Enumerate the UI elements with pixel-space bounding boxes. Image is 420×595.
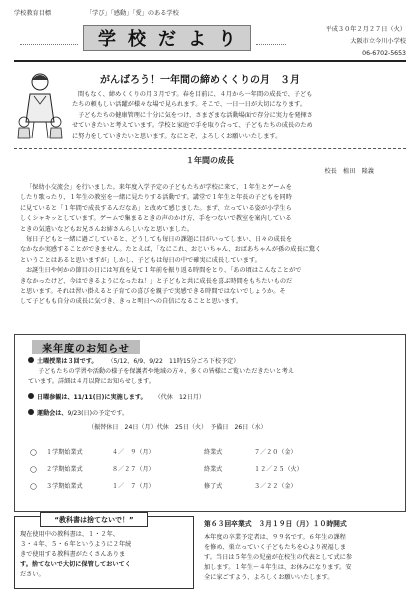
title-flourish-left: [20, 30, 78, 45]
intro-line: 間もなく、締めくくりの月３月です。春を目前に、４月から一年間の成長で、子ども: [78, 91, 313, 98]
notice-item: [28, 393, 400, 403]
essay-line: と思います。それは習い掛えると子育ての喜びを親子で実感できる時間ではないでしょうか。そ: [20, 288, 286, 296]
essay-line: きなかったけど、今はできるようになったね！」と子どもと共に成長を喜ぶ時間をもちたいものだ: [20, 277, 293, 285]
notice-item-label: 運動会は、: [37, 410, 68, 417]
title-char: よ: [188, 29, 206, 50]
notice-item-detail: （5/12、6/9、9/22 11時15分ごろ下校予定）: [107, 358, 240, 365]
essay-line: 「保幼小交流会」を行いました。来年度入学予定の子どもたちが学校に来て、１年生とゲームを: [26, 184, 292, 191]
notice-item: [28, 367, 400, 377]
essay-line: したり歌ったり、１年生の教室を一緒に見たりする活動です。講堂で１年生と年長の子どもを同時: [20, 194, 292, 202]
essay-line: ときの気遣いなどもお兄さんお姉さんらしいなと思いました。: [20, 225, 194, 233]
newsletter-title: [83, 25, 251, 51]
bullet-icon: [28, 357, 34, 363]
essay-line: なかなか実感することができません。たとえば、「なにこれ、おじいちゃん、おばあちゃんが孫の成長に驚く: [20, 246, 322, 254]
essay-line: して子どもも自分の成長に気づき、きっと明日への自信になることと思います。: [20, 298, 243, 306]
graduation-line: す。当日は５年生の児童が在校生の代表として式に参: [204, 554, 353, 561]
textbook-title: “教科書は捨てないで！”: [40, 512, 148, 527]
intro-line: たちの頼もしい活躍が様々な場で見られます。そこで、一日一日が大切になります。: [72, 101, 307, 109]
schedule-term: ２学期始業式: [46, 466, 83, 473]
issue-date: 平成３０年２月２７日（火）: [325, 26, 406, 33]
notice-item-detail: ています。詳細は４月以降にお知らせします。: [28, 378, 155, 385]
schedule-term: １学期始業式: [46, 449, 83, 456]
teacher-children-illustration: [16, 70, 64, 140]
intro-line: せていきたいと考えています。学校と家庭で手を取り合って、子どもたちの成長のため: [72, 122, 313, 130]
circle-icon: ◯: [30, 449, 37, 456]
essay-line: お誕生日や何かの節目の日には写真を見て１年前を振り返る時間をとり、「あの頃はこんなことがで: [26, 267, 302, 275]
schedule-row: [30, 461, 390, 478]
schedule-row: [30, 478, 390, 495]
textbook-line: ださい。: [20, 571, 45, 578]
notice-item-detail: 子どもたちの学習や活動の様子を保護者や地域の方々、多くの皆様にご覧いただきたいと考え: [38, 368, 294, 375]
title-flourish-right: [256, 30, 286, 45]
essay-line: しくシャキッとしています。ゲームで集まるときの声のかけ方、手をつないで教室を案内している: [20, 215, 292, 223]
intro-line: 子どもたちの健康管理に十分に気をつけ、さまざまな活動場面で存分に実力を発揮さ: [78, 111, 313, 119]
textbook-line: す。捨てないで大切に保管しておいてく: [20, 561, 131, 568]
textbook-line: 現在使用中の教科書は、１・２年、: [20, 531, 119, 538]
schedule-start: ８／２７（月）: [112, 466, 155, 473]
intro-line: に努力をしていきたいと思います。なにとぞ、よろしくお願いいたします。: [72, 132, 282, 140]
schedule-row: [30, 444, 390, 461]
schedule-end: １２／２５（火）: [254, 466, 303, 473]
essay-heading: １年間の成長: [186, 156, 234, 165]
notice-item-detail: （代休 12日月）: [154, 394, 206, 401]
notice-title: 来年度のお知らせ: [32, 340, 140, 354]
essay-line: ということはあると思いますが」しかし、子どもは毎日の中で確実に成長しています。: [20, 256, 261, 264]
schedule-start: ４／ ９（月）: [112, 449, 155, 456]
notice-item-label: 日曜参観は、11/11(日)に実施します。: [37, 394, 147, 401]
textbook-body: [20, 530, 190, 580]
schedule-end: ７／２０（金）: [254, 449, 297, 456]
graduation-body: [204, 533, 408, 583]
schedule-end: ３／２２（金）: [254, 483, 297, 490]
schedule-end-label: 修了式: [204, 483, 223, 490]
notice-item-detail: 9/23(日)の予定です。: [67, 410, 129, 417]
school-phone: 06-6702-5653: [362, 50, 406, 57]
notice-item: [28, 409, 400, 419]
header-divider: [14, 60, 406, 62]
bullet-icon: [28, 409, 34, 415]
essay-author: 校長 植田 隆義: [324, 168, 374, 175]
essay-line: に見ていると「１年間で成長するんだなあ」と改めて感じました。まず、立っている姿が小学生ら: [20, 204, 292, 212]
title-char: だ: [158, 29, 176, 50]
essay-body: [20, 183, 406, 308]
notice-item: [28, 423, 400, 433]
title-char: り: [218, 29, 236, 50]
bullet-icon: [28, 393, 34, 399]
graduation-line: 加します。１年生～４年生は、お休みになります。安: [204, 564, 352, 571]
school-goal-label: 学校教育目標: [14, 10, 52, 17]
schedule-end-label: 終業式: [204, 449, 223, 456]
graduation-heading: 第６３回卒業式 ３月１９日（月）１０時開式: [204, 520, 347, 528]
graduation-line: 全に家ごすよう、よろしくお願いいたします。: [204, 574, 334, 581]
schedule-start: １／ ７（月）: [112, 483, 155, 490]
circle-icon: ◯: [30, 483, 37, 490]
notice-items: [28, 357, 400, 433]
textbook-line: ３・４年、５・６年というように２年続: [20, 541, 132, 548]
section-divider: [14, 148, 406, 149]
graduation-line: を修め、巣立っていく子どもたちを心より祝福しま: [204, 544, 347, 551]
title-char: 校: [128, 29, 146, 50]
term-schedule: [30, 444, 390, 495]
notice-item-detail: （振替休日 24日（月）代休 25日（火） 予備日 26日（水）: [88, 424, 267, 431]
school-name: 大阪市立今川小学校: [350, 38, 406, 45]
schedule-term: ３学期始業式: [46, 483, 83, 490]
notice-item-label: 土曜授業は３回です。: [37, 358, 98, 365]
notice-item: [28, 377, 400, 387]
notice-item: [28, 357, 400, 367]
textbook-line: きで使用する教科書がたくさんありま: [20, 551, 126, 558]
intro-body: [72, 90, 406, 142]
circle-icon: ◯: [30, 466, 37, 473]
essay-line: 毎日子どもと一緒に過ごしていると、どうしても毎日の課題に目がいってしまい、日々の成長を: [26, 236, 293, 244]
school-goal-text: 「学び」「感動」「愛」のある学校: [86, 10, 179, 17]
graduation-line: 本年度の卒業予定者は、９９名です。６年生の課程: [204, 534, 346, 541]
intro-headline: がんばろう！一年間の締めくくりの月 ３月: [100, 75, 300, 86]
title-char: 学: [98, 29, 116, 50]
schedule-end-label: 終業式: [204, 466, 223, 473]
